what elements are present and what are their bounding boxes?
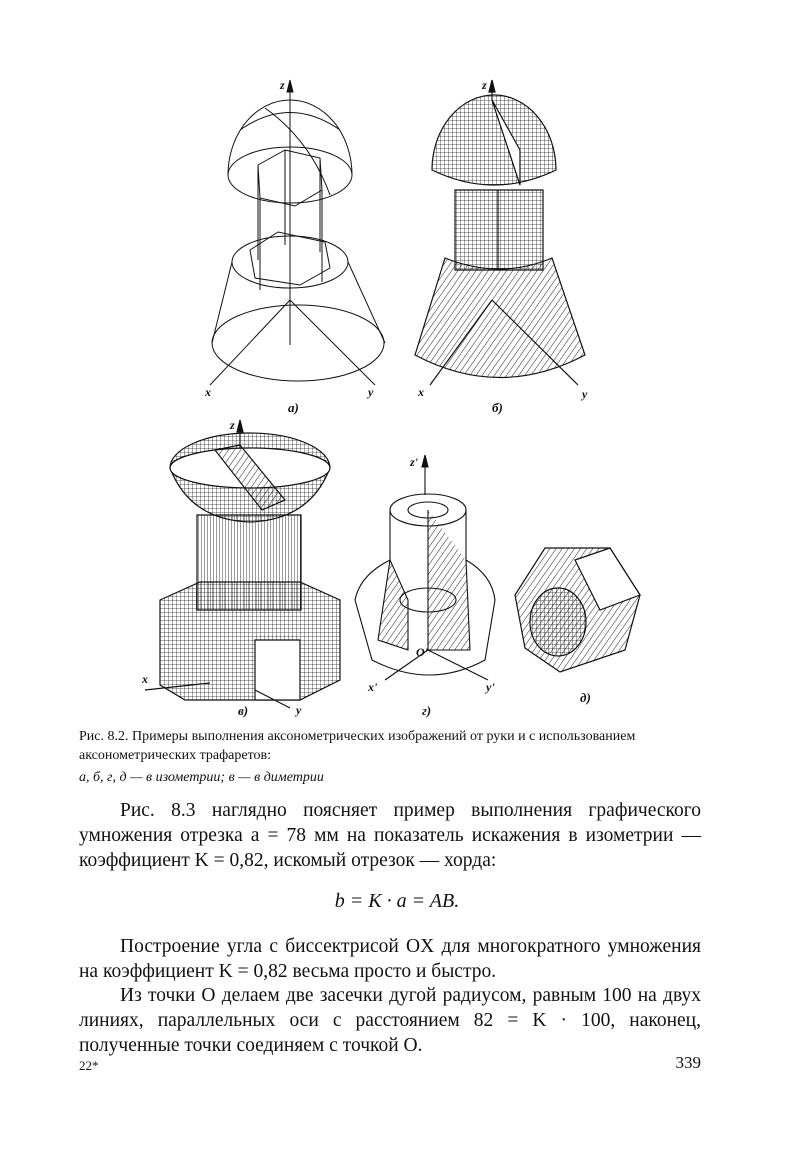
- paragraph-2: Построение угла с биссектрисой OX для многократного умножения на коэффициент K = 0,82 весьма просто и быстро.: [79, 936, 701, 982]
- axis-x-v: x: [142, 672, 148, 686]
- signature-mark: 22*: [79, 1058, 99, 1073]
- axis-y-b: y: [582, 387, 588, 401]
- caption-line-1: Рис. 8.2. Примеры выполнения аксонометрических изображений от руки и с использованием аксонометрических трафаретов:: [79, 729, 636, 763]
- axis-z-a: z: [280, 78, 285, 92]
- axis-y-prime: y': [486, 680, 495, 694]
- caption-line-2: а, б, г, д — в изометрии; в — в диметрии: [79, 770, 324, 785]
- paragraph-3: Из точки O делаем две засечки дугой радиусом, равным 100 на двух линиях, параллельных оси с расстоянием 82 = K · 100, наконец, полученные точки соединяем с точкой O.: [79, 985, 701, 1056]
- axis-z-v: z: [230, 418, 235, 432]
- axis-y-v: y: [296, 703, 302, 717]
- drawing-a: [210, 80, 385, 385]
- axis-x-a: x: [205, 385, 211, 399]
- panel-label-g: г): [422, 703, 432, 718]
- axis-x-prime: x': [368, 680, 378, 694]
- drawing-d: [515, 548, 640, 672]
- axis-z-prime: z': [410, 455, 419, 469]
- axis-x-b: x: [418, 385, 424, 399]
- axis-o-prime: O': [416, 645, 428, 659]
- axis-y-a: y: [368, 385, 374, 399]
- panel-label-v: в): [238, 703, 249, 718]
- panel-label-b: б): [492, 400, 503, 415]
- formula: b = K · a = AB.: [334, 890, 460, 912]
- axis-z-b: z: [482, 78, 487, 92]
- figure-caption: [79, 727, 709, 787]
- drawing-v: [145, 420, 340, 708]
- page-number: 339: [675, 1053, 701, 1072]
- panel-label-d: д): [580, 690, 591, 705]
- panel-label-a: а): [288, 400, 299, 415]
- drawing-b: [415, 80, 585, 385]
- paragraph-1: Рис. 8.3 наглядно поясняет пример выполнения графического умножения отрезка a = 78 мм на показатель искажения в изометрии — коэффициент K = 0,82, искомый отрезок — хорда:: [79, 800, 701, 871]
